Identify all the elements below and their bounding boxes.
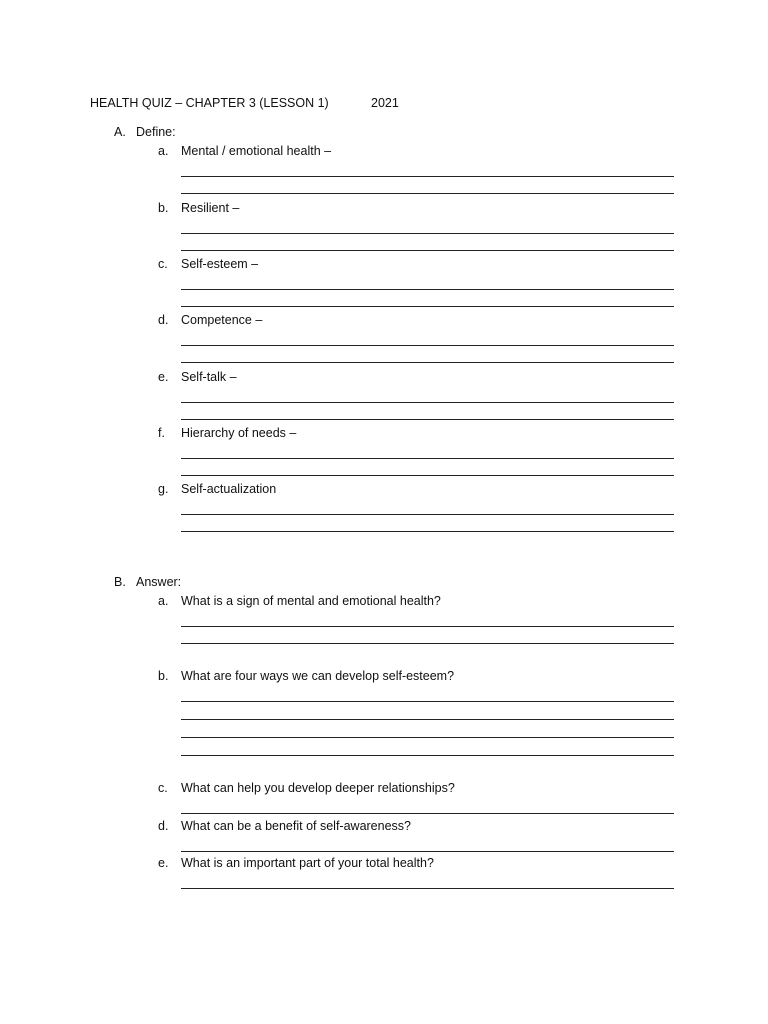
answer-line[interactable] <box>181 851 674 852</box>
section-b-marker: B. <box>114 575 126 589</box>
answer-line[interactable] <box>181 402 674 403</box>
section-a-item-letter: d. <box>158 313 169 327</box>
section-a-item-text: Hierarchy of needs – <box>181 426 297 440</box>
section-b-item-text: What are four ways we can develop self-esteem? <box>181 669 455 683</box>
answer-line[interactable] <box>181 719 674 720</box>
section-a-marker: A. <box>114 125 126 139</box>
section-b-item-text: What can be a benefit of self-awareness? <box>181 819 411 833</box>
answer-line[interactable] <box>181 701 674 702</box>
section-a-item-text: Self-esteem – <box>181 257 259 271</box>
quiz-year: 2021 <box>371 96 399 110</box>
answer-line[interactable] <box>181 813 674 814</box>
section-a-item-text: Self-talk – <box>181 370 237 384</box>
section-b-item-letter: b. <box>158 669 169 683</box>
answer-line[interactable] <box>181 458 674 459</box>
answer-line[interactable] <box>181 755 674 756</box>
answer-line[interactable] <box>181 193 674 194</box>
answer-line[interactable] <box>181 737 674 738</box>
section-b-item-letter: e. <box>158 856 169 870</box>
section-b-item-letter: a. <box>158 594 169 608</box>
answer-line[interactable] <box>181 514 674 515</box>
section-a-item-letter: e. <box>158 370 169 384</box>
section-a-item-letter: a. <box>158 144 169 158</box>
answer-line[interactable] <box>181 250 674 251</box>
section-b-item-letter: c. <box>158 781 168 795</box>
section-a-item-text: Mental / emotional health – <box>181 144 332 158</box>
answer-line[interactable] <box>181 176 674 177</box>
quiz-title: HEALTH QUIZ – CHAPTER 3 (LESSON 1) <box>90 96 329 110</box>
answer-line[interactable] <box>181 643 674 644</box>
section-a-item-text: Self-actualization <box>181 482 277 496</box>
section-b-item-text: What can help you develop deeper relationships? <box>181 781 455 795</box>
section-b-heading: Answer: <box>136 575 182 589</box>
section-b-item-letter: d. <box>158 819 169 833</box>
section-a-item-letter: b. <box>158 201 169 215</box>
section-a-item-letter: f. <box>158 426 165 440</box>
section-a-item-letter: c. <box>158 257 168 271</box>
section-a-item-text: Competence – <box>181 313 263 327</box>
section-a-heading: Define: <box>136 125 176 139</box>
answer-line[interactable] <box>181 419 674 420</box>
answer-line[interactable] <box>181 475 674 476</box>
answer-line[interactable] <box>181 289 674 290</box>
answer-line[interactable] <box>181 362 674 363</box>
answer-line[interactable] <box>181 233 674 234</box>
answer-line[interactable] <box>181 531 674 532</box>
answer-line[interactable] <box>181 345 674 346</box>
section-a-item-text: Resilient – <box>181 201 240 215</box>
answer-line[interactable] <box>181 306 674 307</box>
section-b-item-text: What is a sign of mental and emotional health? <box>181 594 441 608</box>
answer-line[interactable] <box>181 626 674 627</box>
section-b-item-text: What is an important part of your total health? <box>181 856 434 870</box>
answer-line[interactable] <box>181 888 674 889</box>
section-a-item-letter: g. <box>158 482 169 496</box>
